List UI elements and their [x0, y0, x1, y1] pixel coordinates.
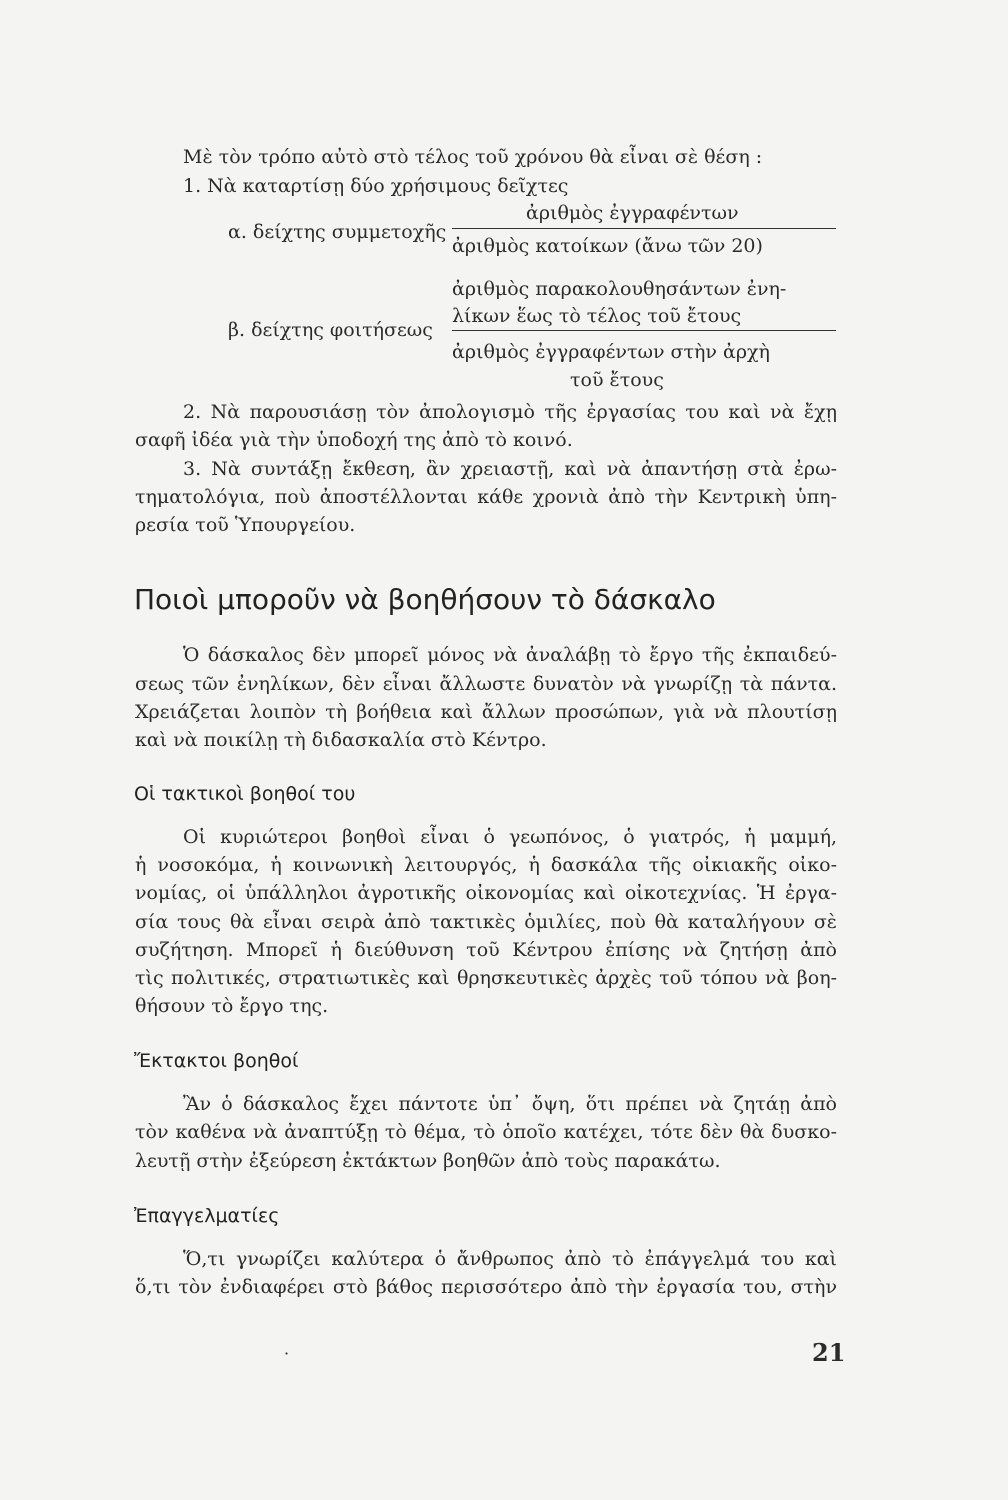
section-para-line-1: Ὁ δάσκαλος δὲν μπορεῖ μόνος νὰ ἀναλάβῃ τὸ ἔργο τῆς ἐκπαιδεύ-: [183, 644, 837, 666]
sub1-line: θήσουν τὸ ἔργο της.: [135, 995, 329, 1017]
sub1-line: νομίας, οἱ ὑπάλληλοι ἀγροτικῆς οἰκονομίας καὶ οἰκοτεχνίας. Ἡ ἐργα-: [135, 882, 837, 904]
item-3-line-2: τηματολόγια, ποὺ ἀποστέλλονται κάθε χρονιὰ ἀπὸ τὴν Κεντρικὴ ὑπη-: [135, 486, 837, 508]
item-2-line-2: σαφῆ ἰδέα γιὰ τὴν ὑποδοχή της ἀπὸ τὸ κοινό.: [135, 429, 573, 451]
index-b-label: β. δείχτης φοιτήσεως: [228, 319, 433, 341]
section-para-line-2: σεως τῶν ἐνηλίκων, δὲν εἶναι ἄλλωστε δυνατὸν νὰ γνωρίζῃ τὰ πάντα.: [135, 673, 837, 695]
item-3-line-3: ρεσία τοῦ Ὑπουργείου.: [135, 514, 356, 536]
item-3-line-1: 3. Νὰ συντάξῃ ἔκθεση, ἂν χρειαστῇ, καὶ νὰ ἀπαντήσῃ στὰ ἐρω-: [183, 458, 837, 480]
item-1: 1. Νὰ καταρτίσῃ δύο χρήσιμους δεῖχτες: [183, 175, 569, 197]
index-a-label: α. δείχτης συμμετοχῆς: [228, 221, 447, 243]
index-a-numerator: ἀριθμὸς ἐγγραφέντων: [526, 202, 739, 224]
section-heading: Ποιοὶ μποροῦν νὰ βοηθήσουν τὸ δάσκαλο: [134, 583, 716, 616]
subheading-regular-helpers: Οἱ τακτικοὶ βοηθοί του: [134, 783, 356, 805]
item-2-line-1: 2. Νὰ παρουσιάσῃ τὸν ἀπολογισμὸ τῆς ἐργασίας του καὶ νὰ ἔχῃ: [183, 401, 837, 423]
index-b-numerator-1: ἀριθμὸς παρακολουθησάντων ἐνη-: [452, 278, 787, 300]
index-b-numerator-2: λίκων ἕως τὸ τέλος τοῦ ἔτους: [452, 305, 742, 327]
index-a-denominator: ἀριθμὸς κατοίκων (ἄνω τῶν 20): [452, 235, 763, 257]
subheading-professionals: Ἐπαγγελματίες: [134, 1205, 280, 1227]
sub2-line: λευτῇ στὴν ἐξεύρεση ἐκτάκτων βοηθῶν ἀπὸ τοὺς παρακάτω.: [135, 1150, 721, 1172]
sub3-line: ὅ,τι τὸν ἐνδιαφέρει στὸ βάθος περισσότερο ἀπὸ τὴν ἐργασία του, στὴν: [135, 1276, 837, 1298]
sub1-line: σία τους θὰ εἶναι σειρὰ ἀπὸ τακτικὲς ὁμιλίες, ποὺ θὰ καταλήγουν σὲ: [135, 911, 837, 933]
index-b-fraction-bar: [452, 330, 836, 331]
sub1-line: Οἱ κυριώτεροι βοηθοὶ εἶναι ὁ γεωπόνος, ὁ γιατρός, ἡ μαμμή,: [183, 826, 837, 848]
sub3-line: Ὅ,τι γνωρίζει καλύτερα ὁ ἄνθρωπος ἀπὸ τὸ ἐπάγγελμά του καὶ: [183, 1248, 837, 1270]
sub1-line: ἡ νοσοκόμα, ἡ κοινωνικὴ λειτουργός, ἡ δασκάλα τῆς οἰκιακῆς οἰκο-: [135, 854, 837, 876]
index-b-denominator-2: τοῦ ἔτους: [570, 369, 664, 391]
sub1-line: συζήτηση. Μπορεῖ ἡ διεύθυνση τοῦ Κέντρου ἐπίσης νὰ ζητήσῃ ἀπὸ: [135, 939, 837, 961]
section-para-line-3: Χρειάζεται λοιπὸν τὴ βοήθεια καὶ ἄλλων προσώπων, γιὰ νὰ πλουτίσῃ: [135, 701, 837, 723]
index-a-fraction-bar: [452, 228, 836, 229]
footer-dot: ·: [284, 1344, 290, 1363]
section-para-line-4: καὶ νὰ ποικίλῃ τὴ διδασκαλία στὸ Κέντρο.: [135, 729, 547, 751]
index-b-denominator-1: ἀριθμὸς ἐγγραφέντων στὴν ἀρχὴ: [452, 341, 770, 363]
page-number: 21: [812, 1338, 846, 1367]
sub2-line: τὸν καθένα νὰ ἀναπτύξῃ τὸ θέμα, τὸ ὁποῖο κατέχει, τότε δὲν θὰ δυσκο-: [135, 1121, 837, 1143]
intro-line: Μὲ τὸν τρόπο αὐτὸ στὸ τέλος τοῦ χρόνου θὰ εἶναι σὲ θέση :: [183, 146, 763, 168]
sub1-line: τὶς πολιτικές, στρατιωτικὲς καὶ θρησκευτικὲς ἀρχὲς τοῦ τόπου νὰ βοη-: [135, 967, 837, 989]
subheading-occasional-helpers: Ἔκτακτοι βοηθοί: [134, 1050, 299, 1072]
sub2-line: Ἂν ὁ δάσκαλος ἔχει πάντοτε ὑπ᾿ ὄψη, ὅτι πρέπει νὰ ζητάῃ ἀπὸ: [183, 1093, 837, 1115]
